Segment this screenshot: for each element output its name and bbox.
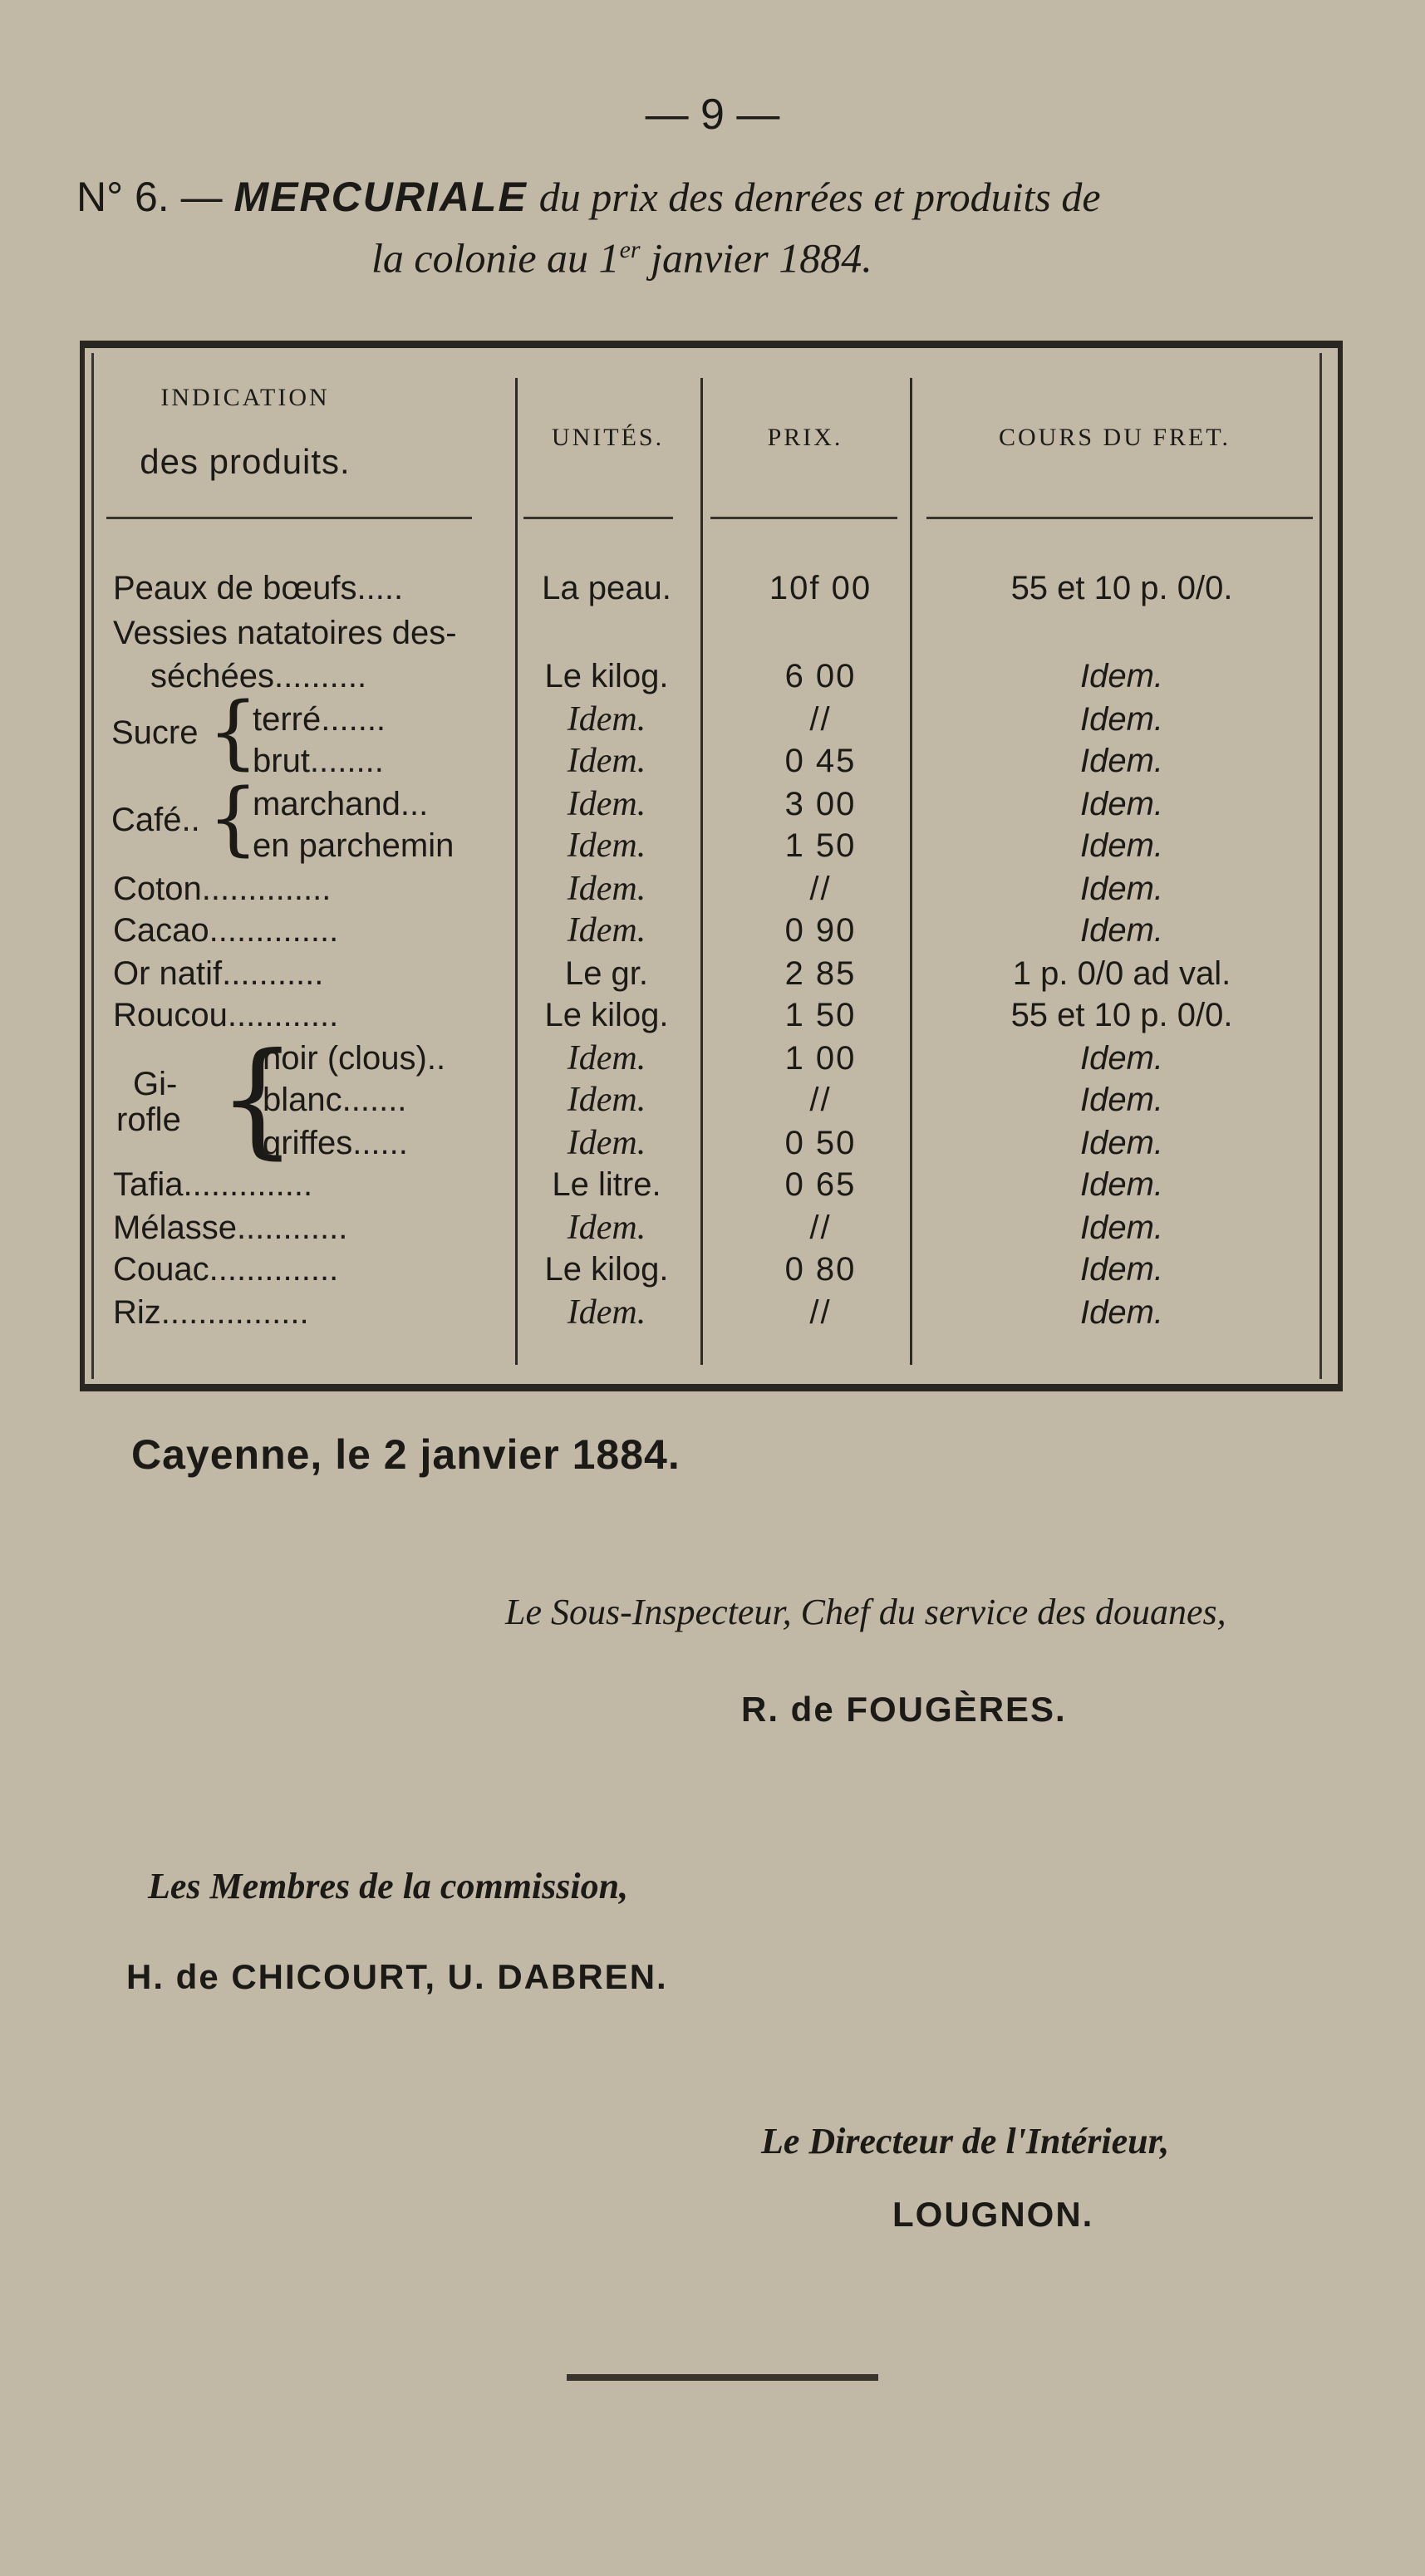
unit-cell: Idem. (567, 1124, 646, 1162)
unit-cell: Idem. (567, 911, 646, 949)
brace-girofle: { (218, 1027, 297, 1171)
price-cell: // (809, 871, 832, 907)
product-name: Cacao.............. (113, 912, 339, 949)
table-row (0, 1248, 1425, 1291)
header-indication-sub: des produits. (140, 442, 351, 481)
group-label-cafe: Café.. (111, 802, 200, 838)
product-name: marchand... (253, 786, 429, 822)
header-rule-units (523, 517, 673, 519)
table-row (0, 1078, 1425, 1121)
price-cell: 1 00 (784, 1040, 857, 1077)
commission-title: Les Membres de la commission, (148, 1866, 629, 1906)
product-name: brut........ (253, 743, 384, 779)
header-indication: INDICATION (160, 384, 330, 411)
price-cell: 1 50 (784, 827, 857, 864)
product-name: en parchemin (253, 827, 455, 864)
table-row (0, 824, 1425, 867)
header-freight: COURS DU FRET. (999, 424, 1231, 451)
header-rule-freight (926, 517, 1313, 519)
freight-cell: Idem. (1079, 827, 1164, 864)
title-rest: du prix des denrées et produits de (538, 174, 1101, 220)
table-row (0, 994, 1425, 1037)
title-line2-end: janvier 1884. (640, 234, 872, 282)
freight-cell: Idem. (1079, 871, 1164, 907)
product-name: Roucou............ (113, 997, 339, 1033)
price-cell: 0 65 (784, 1166, 857, 1203)
product-name: séchées.......... (150, 658, 367, 694)
unit-cell: Le kilog. (544, 658, 669, 694)
sous-inspecteur-title: Le Sous-Inspecteur, Chef du service des douanes, (505, 1592, 1226, 1632)
price-cell: 0 45 (784, 743, 857, 779)
title-line2-sup: er (619, 236, 641, 263)
table-row (0, 698, 1425, 741)
product-name: noir (clous).. (263, 1040, 446, 1077)
title-line2-start: la colonie au 1 (371, 234, 620, 282)
unit-cell: Idem. (567, 1039, 646, 1077)
freight-cell: Idem. (1079, 1082, 1164, 1118)
freight-cell: Idem. (1079, 743, 1164, 779)
product-name: griffes...... (263, 1125, 408, 1161)
table-row (0, 1291, 1425, 1334)
brace-cafe: { (208, 772, 259, 865)
place-date: Cayenne, le 2 janvier 1884. (131, 1431, 681, 1478)
freight-cell: Idem. (1079, 701, 1164, 738)
freight-cell: Idem. (1079, 912, 1164, 949)
product-name: Or natif........... (113, 955, 324, 992)
freight-cell: Idem. (1079, 1040, 1164, 1077)
freight-cell: Idem. (1079, 1125, 1164, 1161)
unit-cell: Le kilog. (544, 1251, 669, 1288)
freight-cell: 55 et 10 p. 0/0. (1010, 997, 1233, 1033)
group-label-girofle-1: Gi- (133, 1066, 178, 1102)
freight-cell: Idem. (1079, 658, 1164, 694)
price-cell: // (809, 1082, 832, 1118)
freight-cell: 55 et 10 p. 0/0. (1010, 570, 1233, 606)
unit-cell: Idem. (567, 827, 646, 865)
brace-sucre: { (208, 685, 259, 778)
table-row (0, 655, 1425, 698)
title-number: N° 6. — (76, 174, 223, 220)
unit-cell: Idem. (567, 785, 646, 823)
header-price: PRIX. (767, 424, 843, 451)
table-row (0, 611, 1425, 655)
price-cell: 3 00 (784, 786, 857, 822)
page-number: — 9 — (645, 91, 780, 139)
unit-cell: Le gr. (564, 955, 649, 992)
product-name: Riz................ (113, 1294, 309, 1331)
title-main: MERCURIALE (233, 174, 528, 220)
group-label-sucre: Sucre (111, 714, 199, 751)
directeur-title: Le Directeur de l'Intérieur, (761, 2121, 1170, 2161)
product-name: Peaux de bœufs..... (113, 570, 404, 606)
unit-cell: Idem. (567, 1293, 646, 1332)
unit-cell: La peau. (542, 570, 671, 606)
unit-cell: Idem. (567, 1209, 646, 1247)
table-row (0, 739, 1425, 783)
table-row (0, 1037, 1425, 1080)
freight-cell: 1 p. 0/0 ad val. (1012, 955, 1231, 992)
closing-rule (567, 2374, 878, 2381)
table-row (0, 783, 1425, 826)
header-rule-indication (106, 517, 472, 519)
price-cell: 10f 00 (769, 570, 872, 606)
price-cell: // (809, 701, 832, 738)
product-name: Tafia.............. (113, 1166, 313, 1203)
unit-cell: Idem. (567, 870, 646, 908)
header-units: UNITÉS. (551, 424, 665, 451)
unit-cell: Idem. (567, 1081, 646, 1119)
price-cell: 2 85 (784, 955, 857, 992)
freight-cell: Idem. (1079, 1209, 1164, 1246)
unit-cell: Le litre. (552, 1166, 661, 1203)
freight-cell: Idem. (1079, 1166, 1164, 1203)
unit-cell: Idem. (567, 742, 646, 780)
directeur-name: LOUGNON. (892, 2195, 1094, 2234)
product-name: terré....... (253, 701, 386, 738)
unit-cell: Idem. (567, 700, 646, 738)
table-row (0, 867, 1425, 910)
table-row (0, 1163, 1425, 1206)
price-cell: 0 80 (784, 1251, 857, 1288)
price-cell: 0 50 (784, 1125, 857, 1161)
group-label-girofle-2: rofle (116, 1102, 181, 1138)
header-rule-price (710, 517, 897, 519)
table-row (0, 1206, 1425, 1249)
freight-cell: Idem. (1079, 1251, 1164, 1288)
product-name: Vessies natatoires des- (113, 615, 457, 651)
table-row (0, 567, 1425, 610)
table-row (0, 1121, 1425, 1165)
document-title (76, 170, 1356, 285)
price-cell: // (809, 1294, 832, 1331)
product-name: Couac.............. (113, 1251, 339, 1288)
product-name: Mélasse............ (113, 1209, 348, 1246)
price-cell: 1 50 (784, 997, 857, 1033)
price-cell: 0 90 (784, 912, 857, 949)
price-cell: // (809, 1209, 832, 1246)
price-cell: 6 00 (784, 658, 857, 694)
product-name: blanc....... (263, 1082, 407, 1118)
product-name: Coton.............. (113, 871, 332, 907)
unit-cell: Le kilog. (544, 997, 669, 1033)
commission-names: H. de CHICOURT, U. DABREN. (126, 1957, 668, 1996)
table-row (0, 952, 1425, 995)
sous-inspecteur-name: R. de FOUGÈRES. (741, 1690, 1067, 1729)
table-row (0, 909, 1425, 952)
freight-cell: Idem. (1079, 1294, 1164, 1331)
freight-cell: Idem. (1079, 786, 1164, 822)
